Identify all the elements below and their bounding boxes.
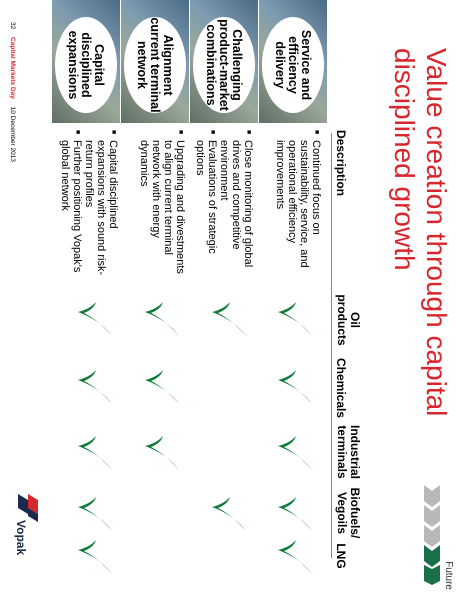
header-industrial-terminals: Industrial terminals (335, 424, 362, 479)
checkmark-icon (78, 540, 112, 574)
footer-date: 10 December 2013 (9, 106, 16, 162)
future-label: Future (443, 561, 454, 590)
checkmark-icon (278, 497, 312, 531)
logo-text: Vopak (14, 520, 28, 556)
checkmark-icon (78, 497, 112, 531)
checkmark-icon (78, 302, 112, 336)
slide-title: Value creation through capital disciplined growth (389, 48, 452, 417)
checkmark-icon (212, 302, 246, 336)
checkmark-icon (278, 370, 312, 404)
footer (9, 22, 16, 162)
header-oil-products: Oil products (335, 294, 362, 346)
bullet: ■ Evaluations of strategic options (194, 140, 218, 280)
checkmark-icon (145, 370, 179, 404)
bullet: ■ Upgrading and divestments to align current terminal network with energy dynamics (138, 140, 186, 280)
checkmark-icon (278, 436, 312, 470)
footer-event: Capital Markets Day (9, 37, 16, 99)
checkmark-icon (78, 436, 112, 470)
row-label-alignment: Alignment current terminal network (124, 17, 186, 113)
checkmark-icon (212, 497, 246, 531)
header-biofuels-vegoils: Biofuels/ Vegoils (335, 487, 362, 539)
bullet: ■ Close monitoring of global drives and competitive environment (218, 140, 254, 280)
checkmark-icon (278, 302, 312, 336)
header-chemicals: Chemicals (334, 357, 348, 419)
checkmark-icon (145, 302, 179, 336)
checkmark-icon (278, 540, 312, 574)
page-number: 32 (9, 22, 16, 30)
checkmark-icon (78, 370, 112, 404)
header-lng: LNG (334, 543, 348, 569)
bullet: ■ Further positioning Vopak's global network (59, 140, 83, 280)
header-description: Description (334, 130, 348, 197)
row-label-capital: Capital disciplined expansions (55, 17, 117, 113)
row-label-challenging: Challenging product-market combinations (193, 17, 255, 113)
bullet: ■ Continued focus on sustainability, service, and operational efficiency improvements (274, 140, 322, 280)
checkmark-icon (145, 436, 179, 470)
row-label-service: Service and efficiency delivery (262, 17, 324, 113)
bullet: ■ Capital disciplined expansions with sound risk-return profiles (83, 140, 119, 280)
